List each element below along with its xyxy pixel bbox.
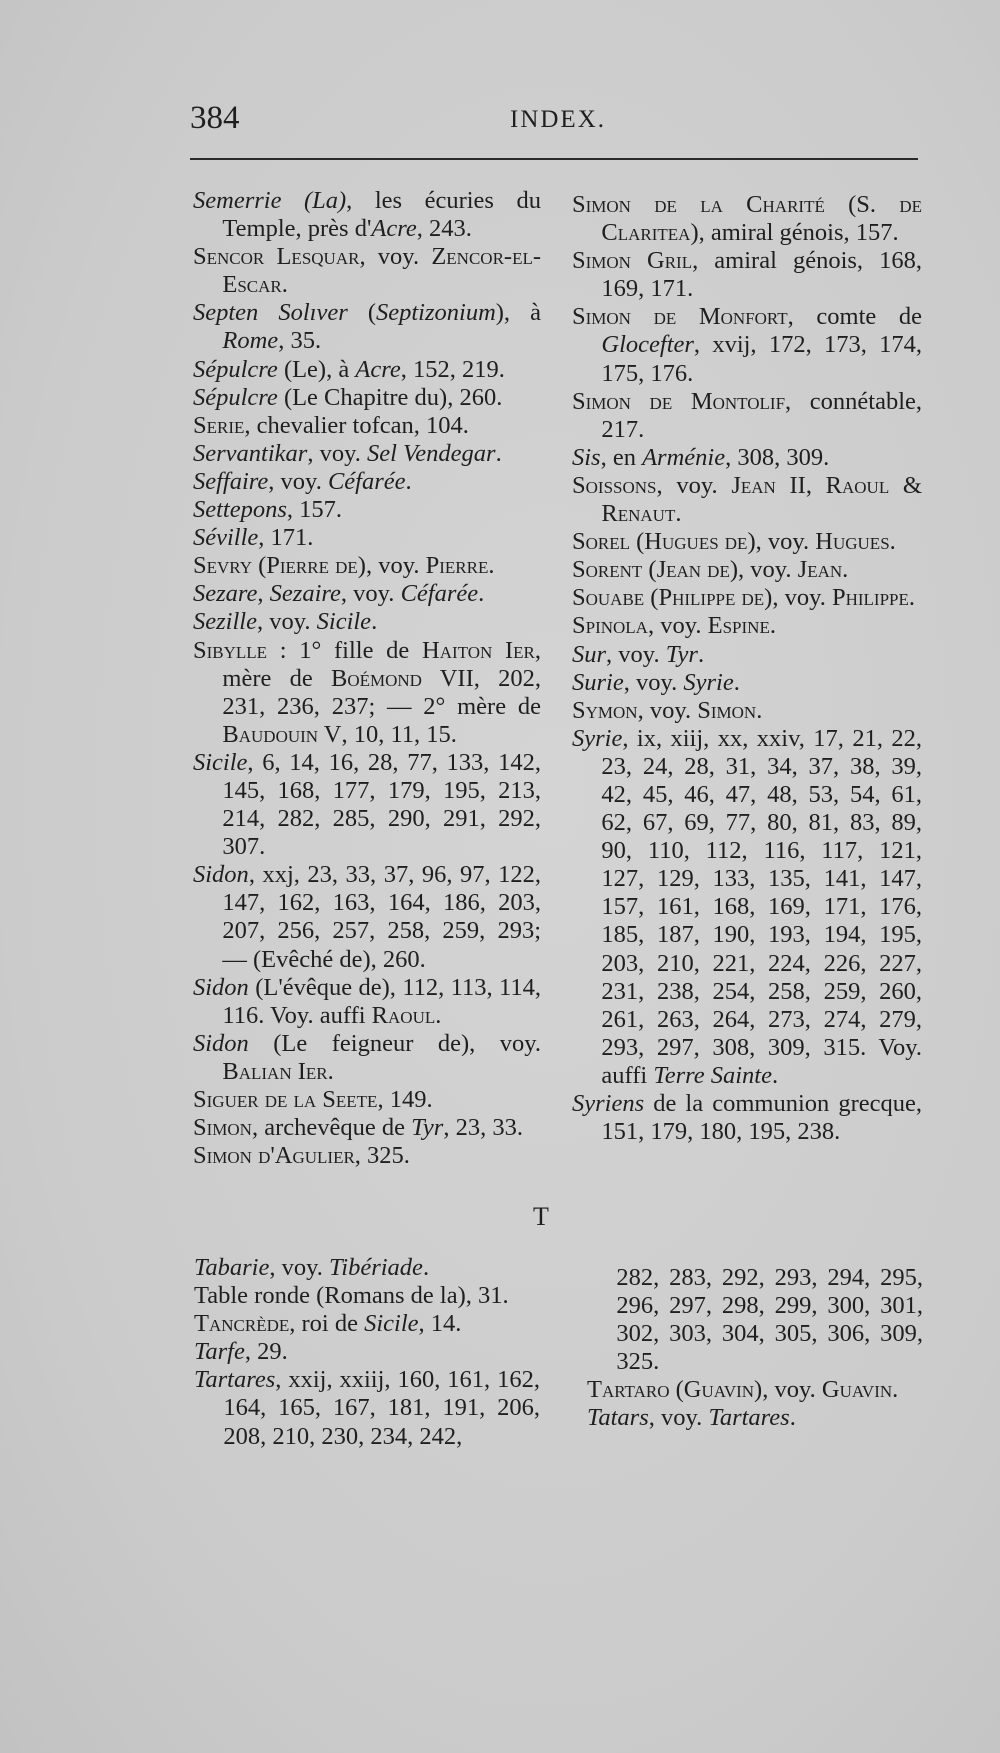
entry-name: Simon [697, 696, 757, 724]
entry-italic-term: Tatars [587, 1404, 649, 1432]
index-entry [572, 584, 922, 612]
index-entry [193, 580, 541, 608]
index-entry [193, 552, 541, 580]
entry-italic-term: Sezare [193, 580, 258, 608]
entry-text: , voy. [359, 243, 432, 271]
entry-italic-term: Servantikar [193, 439, 308, 467]
index-entry [194, 1282, 540, 1310]
entry-name: Serie [193, 411, 245, 439]
entry-text: . [842, 556, 849, 584]
entry-text: , archevêque de [251, 1114, 412, 1142]
entry-italic-term: Syriens [572, 1090, 645, 1117]
entry-name: Sibylle [193, 636, 268, 664]
entry-text: ( [347, 299, 376, 327]
entry-italic-term: Sicile [193, 748, 248, 776]
entry-name: Espine [707, 612, 770, 640]
entry-text: . [327, 1057, 334, 1085]
entry-name: Renaut [601, 500, 676, 528]
running-head: INDEX. [510, 106, 607, 133]
entry-text: . [892, 1376, 899, 1404]
index-entry [572, 556, 922, 584]
entry-text: , voy. [340, 580, 401, 608]
entry-text: . [675, 500, 682, 528]
index-entry [587, 1404, 923, 1432]
entry-name: Sencor Lesquar [193, 243, 360, 271]
entry-name: Symon [572, 696, 638, 724]
entry-name: Simon de la Charité (S. de Claritea) [572, 191, 922, 247]
entry-text: . [789, 1404, 796, 1432]
entry-italic-term: Acre [355, 355, 401, 383]
entry-italic-term: Céfarée [400, 580, 479, 608]
entry-name: Sorel (Hugues de) [572, 528, 756, 556]
index-entry [193, 524, 541, 552]
entry-text: , en [600, 443, 643, 471]
entry-italic-term: Seffaire [193, 467, 269, 495]
entry-text: , voy. [365, 552, 426, 580]
entry-name: Spinola [572, 612, 648, 640]
index-column-s-right [572, 191, 922, 1146]
entry-text: : 1° fille de [267, 636, 423, 664]
entry-text: , 149. [377, 1086, 433, 1113]
index-entry [194, 1310, 540, 1338]
entry-name: Zencor-el-Escar [222, 243, 541, 299]
entry-name: Siguer de la Seete [193, 1086, 378, 1113]
entry-italic-term: Semerrie (La) [193, 187, 347, 214]
entry-text: ), à [495, 299, 541, 327]
entry-italic-term: Settepons [193, 496, 287, 524]
entry-italic-term: Glocefter [601, 331, 694, 359]
entry-text: . [908, 584, 916, 612]
entry-text: , voy. [647, 612, 708, 640]
entry-name: Philippe [831, 584, 909, 612]
entry-name: Sorent (Jean de) [572, 556, 738, 584]
entry-name: Simon de Monfort [572, 303, 788, 331]
entry-text: . [281, 271, 288, 299]
entry-italic-term: Tartares [708, 1404, 790, 1432]
index-column-t-right-entries [587, 1376, 923, 1432]
entry-text: . [422, 1254, 430, 1281]
entry-text: , amiral génois, 157. [698, 219, 899, 247]
entry-text: , voy. [623, 668, 684, 696]
entry-text: , [805, 471, 826, 499]
entry-italic-term: Sidon [193, 973, 249, 1001]
entry-text: , voy. [269, 1254, 330, 1281]
index-entry [193, 749, 541, 861]
index-entry [193, 384, 541, 412]
entry-text: Table ronde (Romans de la), 31. [194, 1282, 509, 1310]
entry-italic-term: Sépulcre [193, 355, 278, 383]
entry-name: Hugues [815, 528, 890, 556]
index-entry [193, 187, 541, 243]
index-entry-continuation: 282, 283, 292, 293, 294, 295, 296, 297, 298, 299, 300, 301, 302, 303, 304, 305, 306, 309, 325. [616, 1264, 923, 1376]
index-column-t-left [194, 1254, 540, 1451]
letter-heading: T [533, 1202, 549, 1231]
index-entry [193, 1030, 541, 1086]
index-entry [572, 641, 922, 669]
entry-text: . [495, 439, 502, 467]
index-entry [194, 1338, 540, 1366]
entry-name: Sevry (Pierre de) [193, 552, 366, 580]
index-entry [193, 861, 541, 973]
entry-text: , 6, 14, 16, 28, 77, 133, 142, 145, 168, 177, 179, 195, 213, 214, 282, 285, 290, 291, 292, 307. [222, 748, 541, 861]
entry-text: , connétable, 217. [601, 387, 922, 443]
index-entry [572, 388, 922, 444]
index-entry [193, 299, 541, 355]
entry-text: , voy. [256, 608, 317, 636]
entry-italic-term: Sezaire [269, 580, 341, 608]
entry-italic-term: Sis [572, 443, 601, 471]
entry-text: , 325. [354, 1142, 410, 1170]
index-entry [572, 444, 922, 472]
entry-text: . [405, 467, 412, 495]
entry-italic-term: Sur [572, 640, 607, 668]
entry-text: , les écuries du Temple, près d' [222, 187, 541, 243]
entry-text: , ix, xiij, xx, xxiv, 17, 21, 22, 23, 24, 28, 31, 34, 37, 38, 39, 42, 45, 46, 47, 48, 53, 54, 61, 62, 67, 69, 77, 80, 81, 83, 89, 90, 110, 112, 116, 117, 121, 127, 129, 133, 135, 141, 147, 157, 161, 168, 169, 171, 176, 185, 187, 190, 193, 194, 195, 203, 210, 221, 224, 226, 227, 231, 238, 254, 258, 259, 260, 261, 263, 264, 273, 274, 279, 293, 297, 308, 309, 315. Voy. auffi [601, 724, 922, 1089]
index-entry [572, 725, 922, 1090]
entry-italic-term: Septizonium [375, 299, 496, 327]
entry-text: , voy. [656, 471, 732, 499]
entry-name: Simon d'Agulier [193, 1142, 355, 1170]
entry-text: , voy. [755, 528, 816, 556]
entry-text: . [478, 580, 485, 608]
entry-italic-term: Tibériade [329, 1254, 423, 1281]
entry-italic-term: Sépulcre [193, 383, 278, 411]
entry-text: , 202, 231, 236, 237; — 2° mère de [222, 664, 541, 720]
entry-text: (Le Chapitre du), 260. [277, 383, 503, 411]
entry-text: . [889, 528, 896, 556]
entry-name: Pierre [425, 552, 489, 580]
entry-italic-term: Septen Solıver [193, 299, 348, 327]
entry-text: , 29. [244, 1338, 288, 1366]
entry-italic-term: Sicile [364, 1310, 419, 1338]
entry-text: , voy. [772, 584, 832, 612]
entry-text: , voy. [738, 556, 798, 584]
header-rule [190, 158, 918, 160]
entry-text: . [435, 1001, 442, 1029]
entry-italic-term: Syrie [683, 668, 734, 696]
entry-name: Simon Gril [572, 247, 693, 275]
index-entry [193, 468, 541, 496]
entry-text: , chevalier tofcan, 104. [244, 411, 469, 439]
index-column-t-right [587, 1264, 923, 1433]
index-entry [194, 1366, 540, 1450]
entry-text: , voy. [648, 1404, 709, 1432]
index-entry [193, 608, 541, 636]
entry-text: , comte de [787, 303, 922, 331]
entry-text: & [889, 471, 922, 499]
entry-text: , xxij, xxiij, 160, 161, 162, 164, 165, 167, 181, 191, 206, 208, 210, 230, 234, 242, [223, 1366, 540, 1450]
entry-text: , 171. [258, 524, 314, 552]
entry-text: . [733, 668, 740, 696]
index-entry [572, 247, 922, 303]
index-entry [572, 528, 922, 556]
index-entry [193, 1086, 541, 1114]
entry-name: Guavin [821, 1376, 893, 1404]
entry-text: (Le), à [277, 355, 356, 383]
entry-text: , roi de [289, 1310, 365, 1338]
index-entry [572, 303, 922, 387]
entry-name: Jean [797, 556, 843, 584]
index-entry [572, 612, 922, 640]
entry-text: . [756, 696, 763, 724]
entry-italic-term: Sidon [193, 861, 249, 889]
entry-italic-term: Tartares [194, 1366, 276, 1394]
entry-text: . [769, 612, 776, 640]
entry-text: , voy. [637, 696, 698, 724]
index-entry [193, 412, 541, 440]
entry-name: Baudouin V [222, 720, 342, 748]
entry-italic-term: Tabarie [194, 1254, 270, 1281]
entry-text: , xvij, 172, 173, 174, 175, 176. [601, 331, 922, 387]
entry-name: Raoul [825, 471, 890, 499]
entry-text: , voy. [307, 439, 367, 467]
entry-name: Jean II [731, 471, 806, 499]
entry-name: Simon [193, 1114, 252, 1142]
entry-italic-term: Arménie [642, 443, 726, 471]
entry-text: . [771, 1061, 779, 1089]
entry-name: Simon de Montolif [572, 387, 786, 415]
entry-name: Souabe (Philippe de) [572, 584, 773, 612]
entry-italic-term: Rome [222, 327, 279, 355]
entry-text: , 10, 11, 15. [341, 720, 457, 748]
index-entry [572, 669, 922, 697]
index-entry [572, 472, 922, 528]
entry-italic-term: Séville [193, 524, 259, 552]
index-entry [193, 1114, 541, 1142]
entry-text: . [697, 640, 705, 668]
page-number: 384 [190, 100, 240, 136]
entry-italic-term: Terre Sainte [653, 1061, 772, 1089]
entry-text: , [257, 580, 270, 608]
entry-italic-term: Tyr [411, 1114, 444, 1142]
entry-italic-term: Sidon [193, 1029, 249, 1057]
index-entry [572, 1090, 922, 1146]
entry-italic-term: Sel Vendegar [366, 439, 496, 467]
entry-italic-term: Syrie [572, 724, 623, 752]
index-entry [572, 697, 922, 725]
index-entry [193, 496, 541, 524]
page-header [190, 100, 920, 152]
index-entry [193, 243, 541, 299]
entry-text: , voy. [268, 467, 328, 495]
entry-text: , xxj, 23, 33, 37, 96, 97, 122, 147, 162, 163, 164, 186, 203, 207, 256, 257, 258, 259, 293; — (Evêché de), 260. [222, 861, 541, 973]
entry-text: , 23, 33. [443, 1114, 523, 1142]
index-entry [193, 356, 541, 384]
entry-text: de la communion grecque, 151, 179, 180, 195, 238. [601, 1090, 922, 1146]
entry-italic-term: Sezille [193, 608, 257, 636]
entry-name: Haiton Ier [422, 636, 535, 664]
entry-name: Tancrède [194, 1310, 290, 1338]
entry-italic-term: Tyr [665, 640, 698, 668]
entry-italic-term: Acre [371, 215, 417, 243]
entry-text: , voy. [606, 640, 666, 668]
entry-text: , 14. [418, 1310, 462, 1338]
entry-text: , 157. [286, 496, 343, 524]
index-column-s-left [193, 187, 541, 1170]
entry-name: Boémond VII [330, 664, 474, 692]
entry-text: (L'évêque de), 112, 113, 114, 116. Voy. auffi [222, 973, 541, 1029]
index-entry [193, 1142, 541, 1170]
entry-name: Raoul [371, 1001, 436, 1029]
entry-text: , 152, 219. [400, 355, 505, 383]
index-entry [572, 191, 922, 247]
entry-text: , 35. [278, 327, 322, 355]
entry-text: (Le feigneur de), voy. [248, 1029, 541, 1057]
entry-text: , mère de [222, 636, 541, 692]
index-entry [194, 1254, 540, 1282]
entry-italic-term: Tarfe [194, 1338, 245, 1366]
entry-name: Balian Ier [222, 1057, 328, 1085]
entry-italic-term: Sicile [316, 608, 372, 636]
entry-text: . [488, 552, 495, 580]
index-entry [193, 440, 541, 468]
entry-italic-term: Surie [572, 668, 624, 696]
index-entry [193, 637, 541, 749]
entry-text: , voy. [762, 1376, 822, 1404]
entry-name: Soissons [572, 471, 657, 499]
entry-italic-term: Céfarée [327, 467, 406, 495]
entry-text: . [371, 608, 378, 636]
index-entry [193, 974, 541, 1030]
entry-text: , 308, 309. [725, 443, 830, 471]
entry-name: Tartaro (Guavin) [587, 1376, 763, 1404]
index-entry [587, 1376, 923, 1404]
entry-text: , 243. [416, 215, 472, 243]
entry-text: , amiral génois, 168, 169, 171. [601, 247, 922, 303]
